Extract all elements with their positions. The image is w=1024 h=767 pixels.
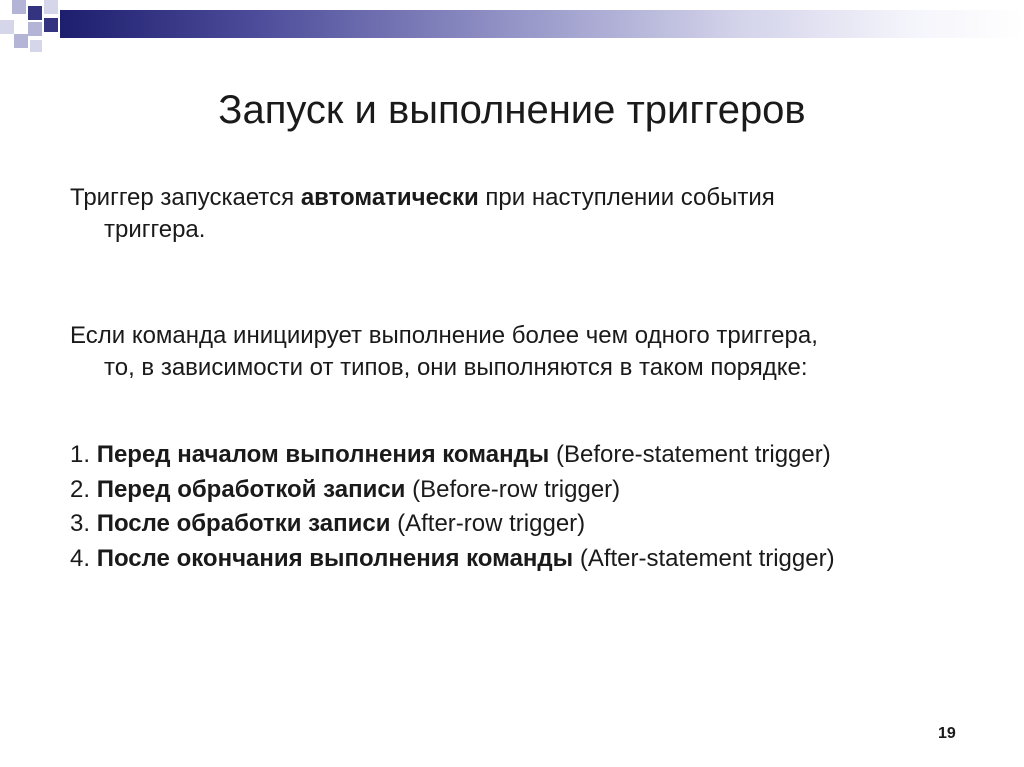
trigger-order-list — [70, 438, 1010, 576]
list-item-rest: (After-statement trigger) — [573, 544, 835, 572]
list-item — [70, 542, 1010, 577]
page-number: 19 — [938, 725, 956, 742]
paragraph-auto-launch — [70, 182, 1000, 246]
list-item-number: 1. — [70, 441, 97, 468]
list-item — [70, 438, 1010, 473]
list-item-bold: После обработки записи — [96, 510, 391, 537]
para1-text-before: Триггер запускается — [70, 184, 301, 211]
list-item — [70, 507, 1010, 542]
para1-line2: триггера. — [104, 216, 206, 243]
paragraph-execution-order — [70, 320, 1000, 384]
para1-bold-word: автоматически — [300, 184, 479, 211]
list-item — [70, 473, 1010, 508]
list-item-number: 2. — [70, 475, 97, 503]
list-item-bold: Перед обработкой записи — [96, 475, 406, 503]
list-item-bold: Перед началом выполнения команды — [96, 441, 550, 468]
list-item-rest: (Before-row trigger) — [405, 475, 621, 503]
list-item-rest: (After-row trigger) — [390, 510, 586, 537]
para1-text-after: при наступлении события — [478, 184, 775, 211]
list-item-number: 3. — [70, 510, 97, 537]
header-gradient-bar — [60, 10, 1024, 38]
list-item-number: 4. — [70, 544, 97, 572]
para2-line1: Если команда инициирует выполнение более чем одного триггера, — [70, 322, 818, 349]
slide-title: Запуск и выполнение триггеров — [218, 88, 806, 132]
list-item-rest: (Before-statement trigger) — [549, 441, 831, 468]
list-item-bold: После окончания выполнения команды — [96, 544, 574, 572]
para2-line2: то, в зависимости от типов, они выполняются в таком порядке: — [104, 354, 808, 381]
